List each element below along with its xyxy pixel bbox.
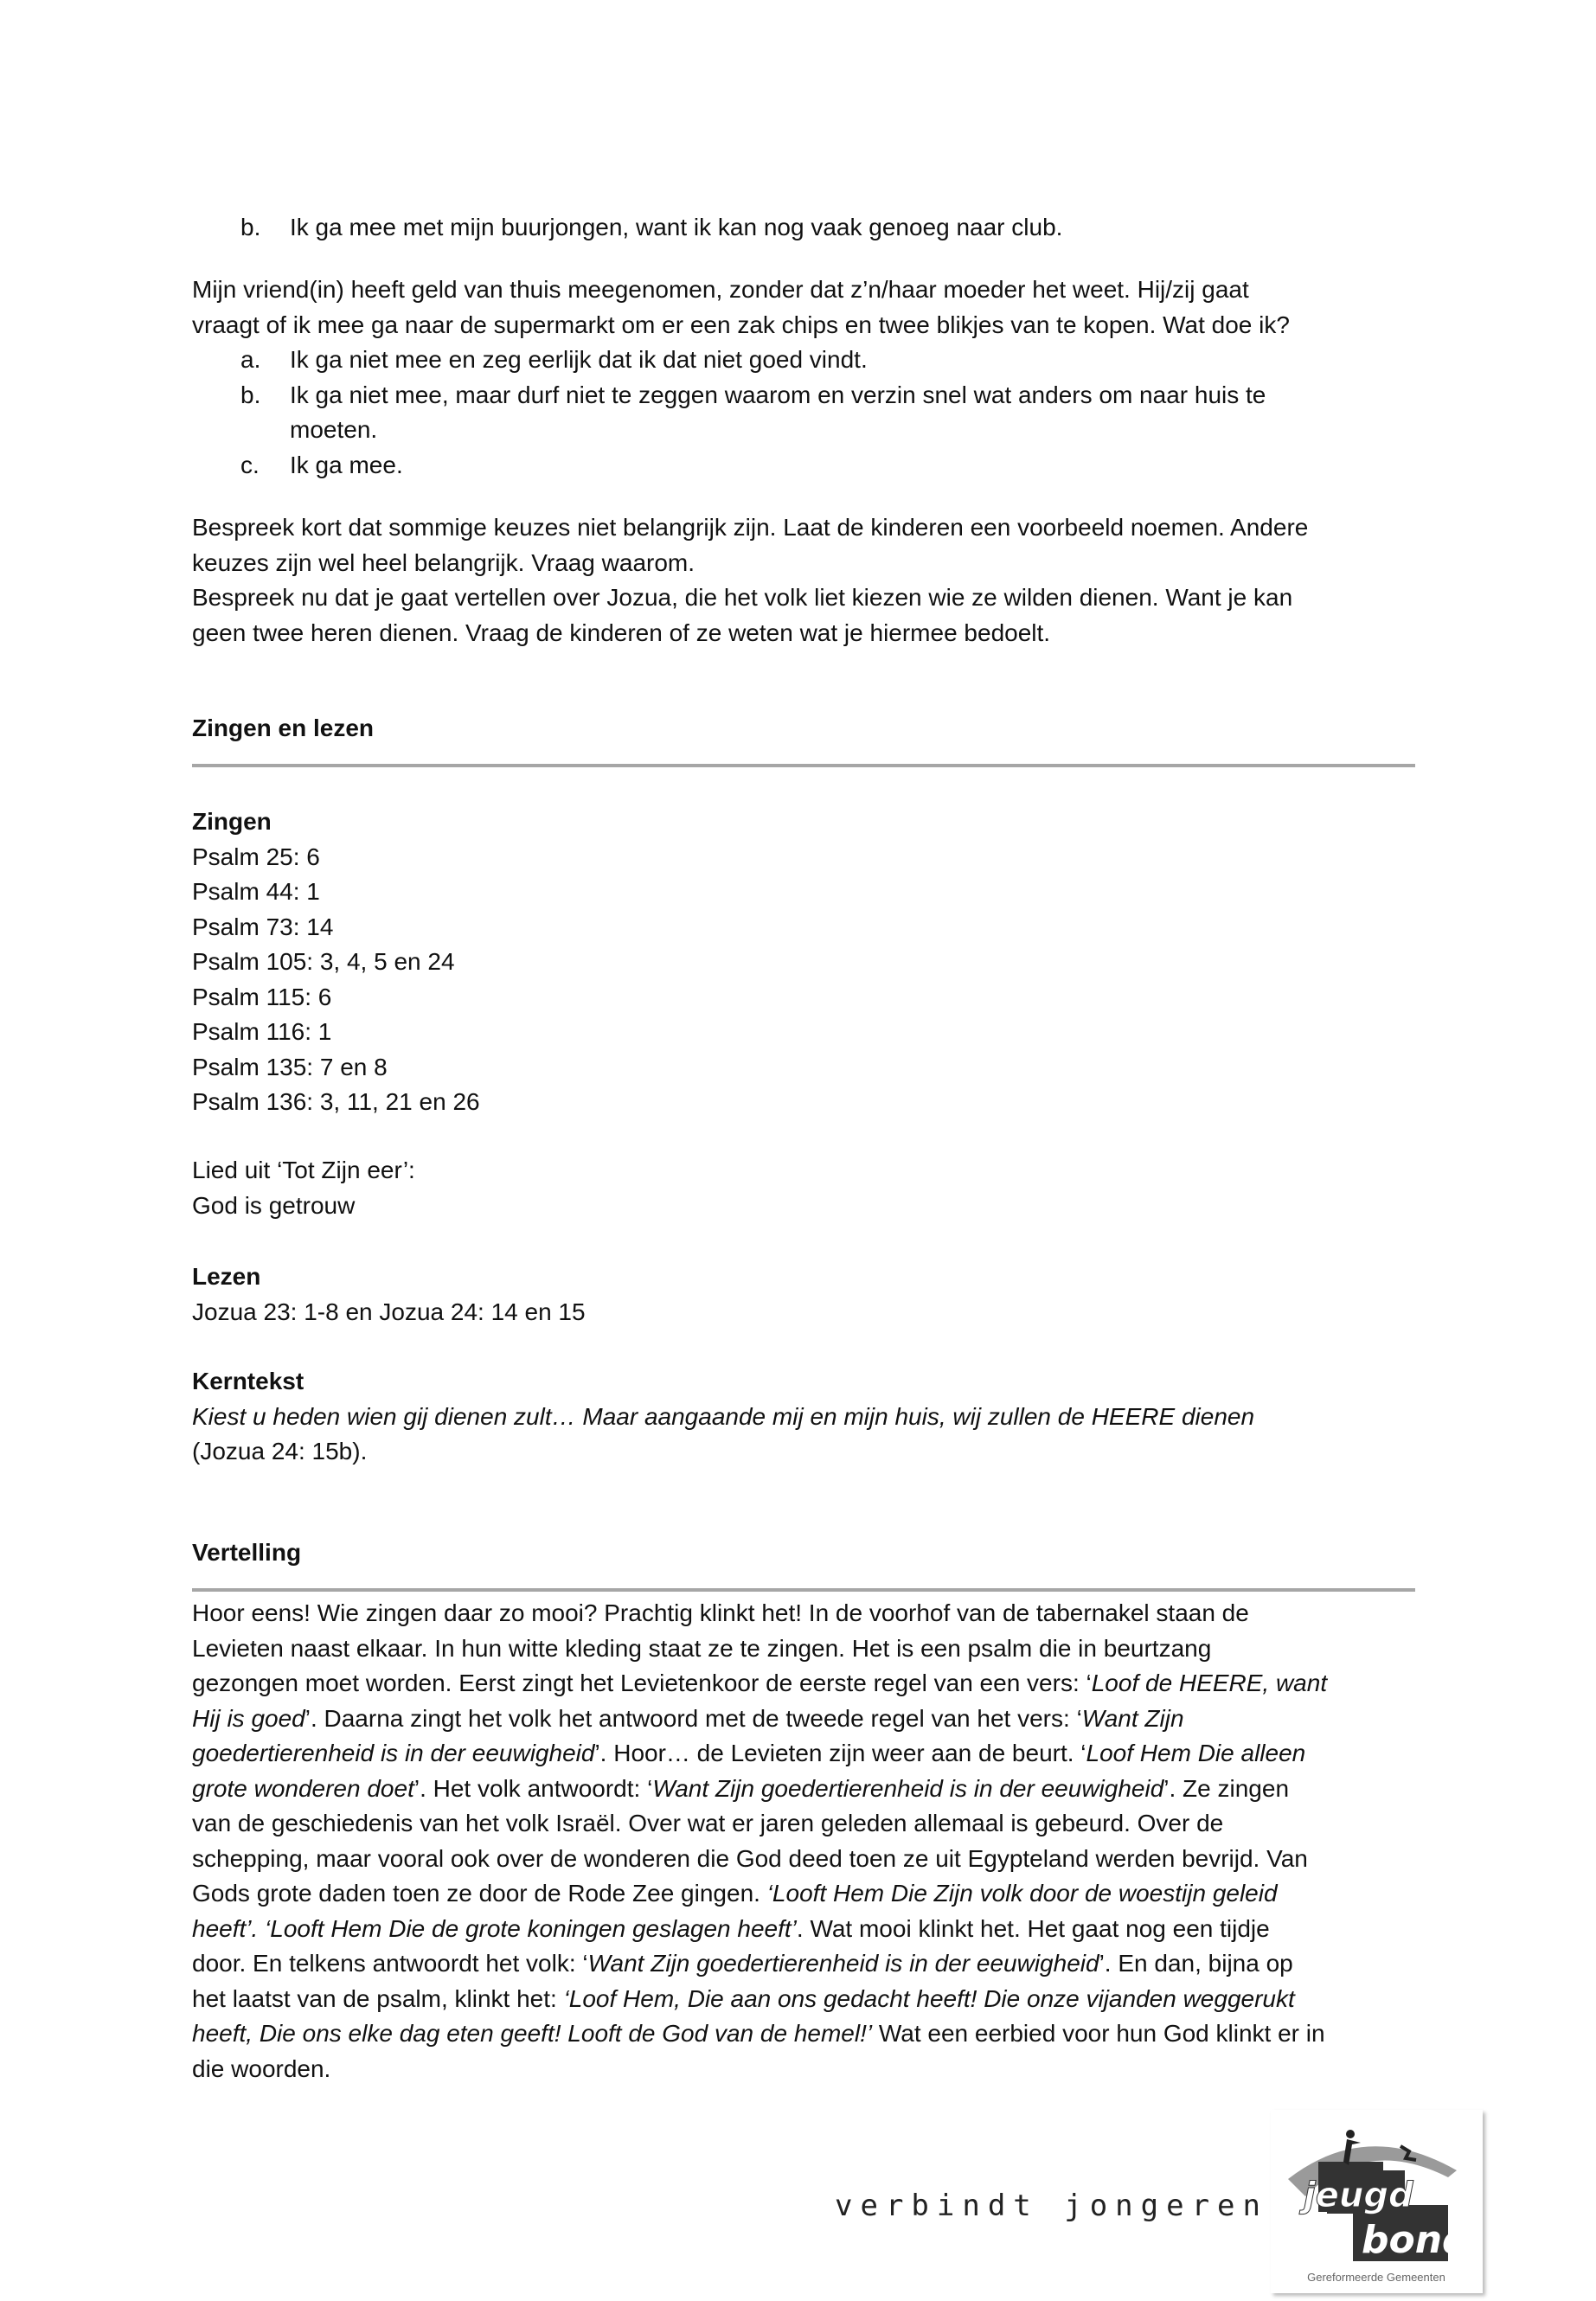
quote-text: Loof Hem Die alleen xyxy=(1086,1740,1306,1766)
story-text: ’. En dan, bijna op xyxy=(1099,1950,1293,1977)
story-text: die woorden. xyxy=(192,2054,331,2082)
section-divider xyxy=(192,1588,1415,1592)
question-line: vraagt of ik mee ga naar de supermarkt om er een zak chips en twee blikjes van te kopen. Wat doe ik? xyxy=(192,311,1290,338)
list-marker: a. xyxy=(240,346,261,373)
kerntekst-label: Kerntekst xyxy=(192,1368,304,1394)
logo-subtitle: Gereformeerde Gemeenten xyxy=(1307,2271,1445,2284)
story-line xyxy=(192,1596,1420,1631)
psalm-item: Psalm 115: 6 xyxy=(192,983,332,1010)
song-title: God is getrouw xyxy=(192,1191,356,1219)
option-text: Ik ga mee met mijn buurjongen, want ik kan nog vaak genoeg naar club. xyxy=(290,214,1063,240)
list-marker: b. xyxy=(240,214,261,240)
quote-text: Hij is goed xyxy=(192,1704,305,1732)
story-text: door. En telkens antwoordt het volk: ‘ xyxy=(192,1950,588,1977)
text-line: Bespreek nu dat je gaat vertellen over Jozua, die het volk liet kiezen wie ze wilden dienen. Want je kan xyxy=(192,584,1293,611)
story-text: Hoor eens! Wie zingen daar zo mooi? Prachtig klinkt het! In de voorhof van de tabernakel staan de xyxy=(192,1599,1249,1626)
story-line xyxy=(192,1946,1420,1982)
story-line xyxy=(192,1912,1420,1947)
story-text: Levieten naast elkaar. In hun witte kleding staat ze te zingen. Het is een psalm die in beurtzang xyxy=(192,1634,1212,1662)
text-line: keuzes zijn wel heel belangrijk. Vraag waarom. xyxy=(192,548,695,576)
lezen-block xyxy=(192,1259,1420,1330)
logo-graphic xyxy=(1271,2110,1483,2293)
story-text: van de geschiedenis van het volk Israël. Over wat er jaren geleden allemaal is gebeurd. Over de xyxy=(192,1810,1224,1836)
lezen-label: Lezen xyxy=(192,1263,261,1290)
quote-text: Want Zijn xyxy=(1081,1704,1184,1732)
story-line xyxy=(192,1876,1420,1912)
text-line: Bespreek kort dat sommige keuzes niet belangrijk zijn. Laat de kinderen een voorbeeld noemen. Andere xyxy=(192,514,1309,541)
story-text: schepping, maar vooral ook over de wonderen die God deed toen ze uit Egypteland werden bevrijd. Van xyxy=(192,1844,1308,1872)
psalm-item: Psalm 105: 3, 4, 5 en 24 xyxy=(192,948,455,975)
quote-text: heeft, Die ons elke dag eten geeft! Looft de God van de hemel!’ xyxy=(192,2020,873,2047)
question2 xyxy=(192,272,1420,483)
quote-text: goedertierenheid is in der eeuwigheid xyxy=(192,1740,595,1766)
story-line xyxy=(192,1982,1420,2017)
psalm-item: Psalm 116: 1 xyxy=(192,1018,332,1045)
section-heading-vertelling: Vertelling xyxy=(192,1539,302,1566)
story-text: ’. Daarna zingt het volk het antwoord met de tweede regel van het vers: ‘ xyxy=(304,1704,1082,1732)
question-line: Mijn vriend(in) heeft geld van thuis meegenomen, zonder dat z’n/haar moeder het weet. Hij/zij gaat xyxy=(192,276,1249,303)
kerntekst-block xyxy=(192,1364,1420,1470)
story-line xyxy=(192,2052,1420,2087)
lezen-text: Jozua 23: 1-8 en Jozua 24: 14 en 15 xyxy=(192,1298,586,1325)
psalm-item: Psalm 73: 14 xyxy=(192,913,334,940)
slogan-text: verbindt jongeren xyxy=(835,2189,1268,2223)
story-text: Gods grote daden toen ze door de Rode Zee gingen. xyxy=(192,1880,767,1907)
story-line xyxy=(192,1736,1420,1772)
quote-text: Want Zijn goedertierenheid is in der eeuwigheid xyxy=(587,1950,1099,1977)
story-line xyxy=(192,1772,1420,1807)
story-line xyxy=(192,1702,1420,1737)
story-text: het laatst van de psalm, klinkt het: xyxy=(192,1984,564,2012)
kerntekst-reference: (Jozua 24: 15b). xyxy=(192,1438,368,1465)
story-line xyxy=(192,1666,1420,1702)
option-text: Ik ga niet mee, maar durf niet te zeggen waarom en verzin snel wat anders om naar huis te xyxy=(290,381,1266,408)
quote-text: ‘Looft Hem Die Zijn volk door de woestijn geleid xyxy=(766,1880,1278,1907)
story-text: ’. Hoor… de Levieten zijn weer aan de beurt. ‘ xyxy=(594,1740,1086,1766)
story-text: . Wat mooi klinkt het. Het gaat nog een tijdje xyxy=(796,1914,1270,1942)
zingen-block xyxy=(192,804,1420,1120)
list-marker: c. xyxy=(240,451,260,478)
psalm-item: Psalm 44: 1 xyxy=(192,878,320,905)
section-divider xyxy=(192,764,1415,767)
list-marker: b. xyxy=(240,381,261,408)
text-line: geen twee heren dienen. Vraag de kinderen of ze weten wat je hiermee bedoelt. xyxy=(192,619,1051,646)
psalm-item: Psalm 25: 6 xyxy=(192,843,320,870)
story-line xyxy=(192,2016,1420,2052)
logo-word-jeugd: jeugd xyxy=(1304,2176,1413,2215)
story-line xyxy=(192,1842,1420,1877)
story-text: Wat een eerbied voor hun God klinkt er in xyxy=(872,2020,1325,2047)
song-source: Lied uit ‘Tot Zijn eer’: xyxy=(192,1157,415,1183)
song-block xyxy=(192,1153,1420,1223)
story-paragraph xyxy=(192,1596,1420,2086)
kerntekst-quote: Kiest u heden wien gij dienen zult… Maar aangaande mij en mijn huis, wij zullen de HEERE dienen xyxy=(192,1402,1255,1430)
question1-option-b xyxy=(192,210,1420,246)
quote-text: Loof de HEERE, want xyxy=(1091,1670,1328,1696)
option-text: moeten. xyxy=(290,416,378,443)
story-text: ’. Het volk antwoordt: ‘ xyxy=(413,1774,653,1802)
section-heading-zingen-en-lezen: Zingen en lezen xyxy=(192,715,375,741)
story-line xyxy=(192,1806,1420,1842)
story-text: gezongen moet worden. Eerst zingt het Levietenkoor de eerste regel van een vers: ‘ xyxy=(192,1670,1092,1696)
jeugdbond-logo xyxy=(1271,2110,1483,2293)
psalm-item: Psalm 136: 3, 11, 21 en 26 xyxy=(192,1088,480,1115)
option-text: Ik ga niet mee en zeg eerlijk dat ik dat niet goed vindt. xyxy=(290,346,868,373)
story-text: ’. Ze zingen xyxy=(1163,1774,1290,1802)
quote-text: Want Zijn goedertierenheid is in der eeuwigheid xyxy=(652,1774,1164,1802)
story-line xyxy=(192,1631,1420,1667)
option-text: Ik ga mee. xyxy=(290,451,403,478)
logo-word-bond: bond xyxy=(1362,2218,1470,2262)
quote-text: heeft’. ‘Looft Hem Die de grote koningen geslagen heeft’ xyxy=(192,1914,797,1942)
quote-text: ‘Loof Hem, Die aan ons gedacht heeft! Die onze vijanden weggerukt xyxy=(563,1984,1295,2012)
quote-text: grote wonderen doet xyxy=(192,1774,414,1802)
zingen-label: Zingen xyxy=(192,808,272,835)
discussion-paragraph xyxy=(192,510,1420,651)
psalm-item: Psalm 135: 7 en 8 xyxy=(192,1053,388,1080)
